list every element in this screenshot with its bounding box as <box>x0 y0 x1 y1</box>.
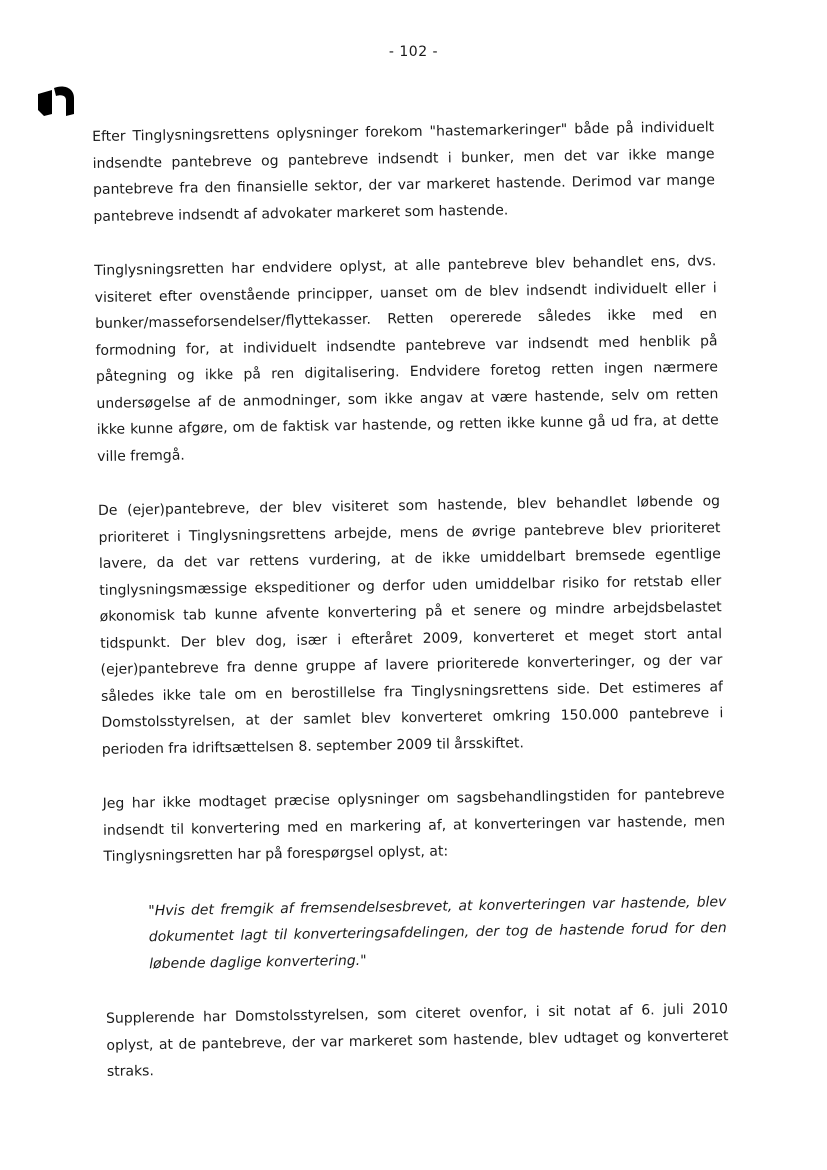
block-quote: "Hvis det fremgik af fremsendelsesbrevet, at konverteringen var hastende, blev dokumentet lagt til konverteringsafdelingen, der tog de hastende forud for den løbende daglige konvertering." <box>148 893 727 972</box>
ombudsman-logo-icon <box>34 84 78 120</box>
document-body <box>92 114 729 1113</box>
paragraph-2: Tinglysningsretten har endvidere oplyst, at alle pantebreve blev behandlet ens, dvs. visiteret efter ovenstående principper, uanset om de blev indsendt individuelt eller i bunker/masseforsendelser/flyttekasser. Retten opererede således ikke med en formodning for, at individuelt indsendte pantebreve var indsendt med henblik på påtegning og ikke på ren digitalisering. Endvidere foretog retten ingen nærmere undersøgelse af de anmodninger, som ikke angav at være hastende, selv om retten ikke kunne afgøre, om de faktisk var hastende, og retten ikke kunne gå ud fra, at dette ville fremgå. <box>94 253 719 465</box>
paragraph-1: Efter Tinglysningsrettens oplysninger forekom "hastemarkeringer" både på individuelt indsendte pantebreve og pantebreve indsendt i bunker, men det var ikke mange pantebreve fra den finansielle sektor, der var markeret hastende. Derimod var mange pantebreve indsendt af advokater markeret som hastende. <box>92 119 716 225</box>
paragraph-4: Jeg har ikke modtaget præcise oplysninger om sagsbehandlingstiden for pantebreve indsendt til konvertering med en markering af, at konverteringen var hastende, men Tinglysningsretten har på forespørgsel oplyst, at: <box>102 786 726 865</box>
paragraph-5: Supplerende har Domstolsstyrelsen, som citeret ovenfor, i sit notat af 6. juli 2010 oplyst, at de pantebreve, der var markeret som hastende, blev udtaget og konverteret straks. <box>105 1001 729 1080</box>
page-number: - 102 - <box>388 44 439 60</box>
paragraph-3: De (ejer)pantebreve, der blev visiteret som hastende, blev behandlet løbende og prioriteret i Tinglysningsrettens arbejde, mens de øvrige pantebreve blev prioriteret lavere, da det var rettens vurdering, at de ikke umiddelbart bremsede egentlige tinglysningsmæssige ekspeditioner og derfor uden umiddelbar risiko for retstab eller økonomisk tab kunne afvente konvertering på et senere og mindre arbejdsbelastet tidspunkt. Der blev dog, især i efteråret 2009, konverteret et meget stort antal (ejer)pantebreve fra denne gruppe af lavere prioriterede konverteringer, og der var således ikke tale om en berostillelse fra Tinglysningsrettens side. Det estimeres af Domstolsstyrelsen, at der samlet blev konverteret omkring 150.000 pantebreve i perioden fra idriftsættelsen 8. september 2009 til årsskiftet. <box>97 493 724 758</box>
